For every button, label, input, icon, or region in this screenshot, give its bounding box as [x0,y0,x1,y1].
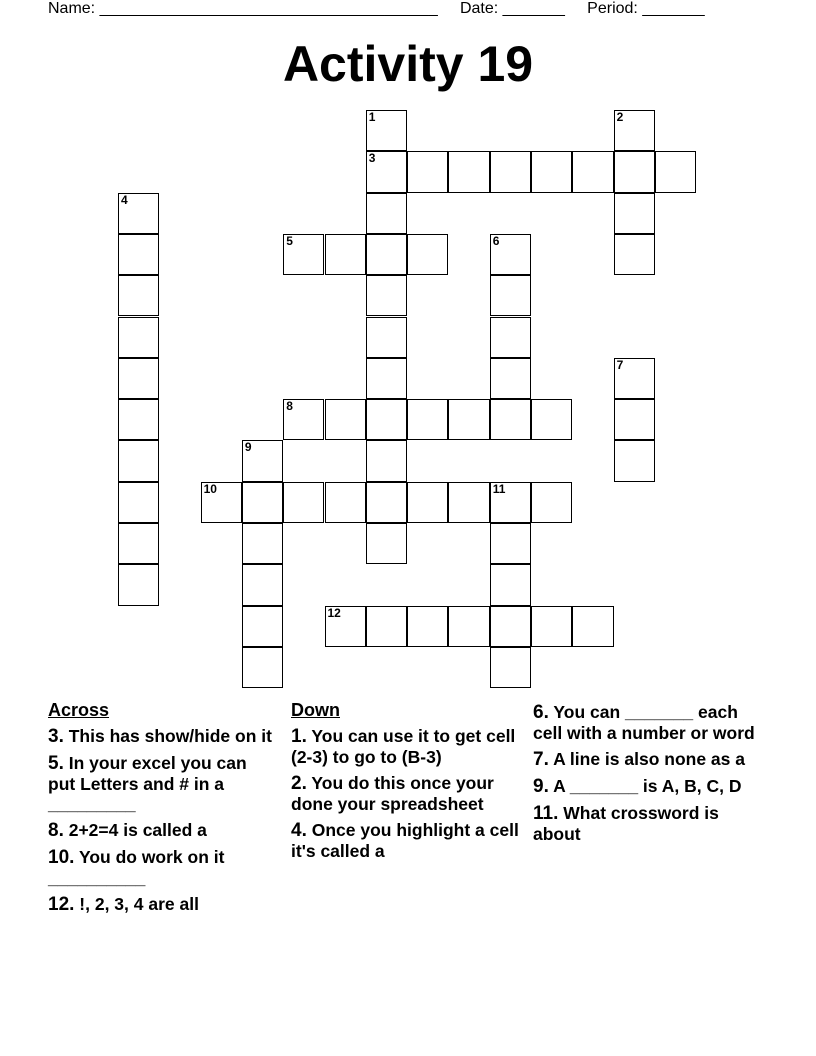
clue-number: 10. [48,847,75,868]
cell-number: 7 [616,357,624,372]
crossword-cell[interactable] [614,358,655,399]
cell-number: 6 [492,233,500,248]
cell-number: 5 [286,233,293,248]
crossword-cell[interactable] [614,440,655,481]
crossword-cell[interactable] [118,275,159,316]
crossword-cell[interactable] [325,399,366,440]
crossword-cell[interactable] [614,151,655,192]
crossword-cell[interactable] [242,564,283,605]
cell-number: 3 [368,151,376,166]
crossword-cell[interactable] [242,647,283,688]
crossword-cell[interactable] [531,151,572,192]
clue-item [533,702,763,743]
clue-number: 8. [48,820,64,841]
clue-text: 2+2=4 is called a [68,820,207,840]
clue-item [291,726,521,767]
crossword-cell[interactable] [531,606,572,647]
crossword-cell[interactable] [366,234,407,275]
crossword-cell[interactable] [490,523,531,564]
date-label: Date: [459,0,503,17]
clue-item [291,820,521,861]
clue-number: 3. [48,726,64,747]
crossword-cell[interactable] [407,606,448,647]
crossword-cell[interactable] [366,358,407,399]
crossword-cell[interactable] [283,234,324,275]
crossword-cell[interactable] [614,399,655,440]
crossword-cell[interactable] [490,151,531,192]
crossword-cell[interactable] [366,317,407,358]
clue-text: This has show/hide on it [68,726,272,746]
crossword-cell[interactable] [118,440,159,481]
crossword-cell[interactable] [325,606,366,647]
crossword-cell[interactable] [366,399,407,440]
crossword-cell[interactable] [448,151,489,192]
crossword-cell[interactable] [118,317,159,358]
crossword-cell[interactable] [366,606,407,647]
clue-text: A line is also none as a [553,749,745,769]
crossword-cell[interactable] [407,399,448,440]
clue-text: You can use it to get cell (2-3) to go to (B-3) [291,726,516,767]
crossword-cell[interactable] [614,234,655,275]
cell-number: 11 [492,481,506,496]
clue-item [533,803,763,844]
clue-text: A _______ is A, B, C, D [553,776,742,796]
crossword-cell[interactable] [366,110,407,151]
clue-number: 7. [533,749,549,770]
crossword-cell[interactable] [201,482,242,523]
name-blank[interactable]: ______________________________________ [99,0,438,17]
crossword-cell[interactable] [118,564,159,605]
crossword-cell[interactable] [366,440,407,481]
clue-item [48,894,278,915]
crossword-cell[interactable] [242,606,283,647]
cell-number: 4 [121,192,128,207]
clue-text: Once you highlight a cell it's called a [291,820,519,861]
clue-number: 11. [533,803,559,824]
clue-text: You can _______ each cell with a number or word [533,702,755,743]
crossword-cell[interactable] [448,482,489,523]
crossword-cell[interactable] [118,234,159,275]
crossword-cell[interactable] [118,193,159,234]
crossword-cell[interactable] [490,647,531,688]
clue-number: 1. [291,726,307,747]
crossword-cell[interactable] [118,358,159,399]
crossword-cell[interactable] [572,151,613,192]
name-label: Name: [48,0,100,17]
crossword-cell[interactable] [407,151,448,192]
date-blank[interactable]: _______ [502,0,565,17]
clue-text: What crossword is about [533,803,719,844]
crossword-cell[interactable] [490,358,531,399]
crossword-cell[interactable] [325,234,366,275]
clue-number: 9. [533,776,549,797]
clue-number: 6. [533,702,549,723]
crossword-cell[interactable] [572,606,613,647]
period-blank[interactable]: _______ [642,0,705,17]
crossword-cell[interactable] [283,399,324,440]
crossword-cell[interactable] [490,482,531,523]
crossword-cell[interactable] [490,606,531,647]
crossword-cell[interactable] [448,399,489,440]
down-heading: Down [291,700,340,720]
clue-number: 4. [291,820,307,841]
crossword-cell[interactable] [366,482,407,523]
crossword-cell[interactable] [531,482,572,523]
clue-item [533,776,763,797]
clue-text: !, 2, 3, 4 are all [79,894,199,914]
clue-text: You do this once your done your spreadsheet [291,773,494,814]
crossword-cell[interactable] [118,523,159,564]
clue-item [533,749,763,770]
clue-item [291,773,521,814]
crossword-cell[interactable] [118,482,159,523]
clue-text: You do work on it __________ [48,847,225,888]
cell-number: 12 [327,605,341,620]
cell-number: 10 [203,481,217,496]
crossword-cell[interactable] [366,193,407,234]
crossword-cell[interactable] [407,234,448,275]
down-clues-column [291,700,521,867]
page-title: Activity 19 [282,36,534,92]
period-label: Period: [587,0,643,17]
crossword-cell[interactable] [490,564,531,605]
crossword-cell[interactable] [490,399,531,440]
crossword-cell[interactable] [448,606,489,647]
crossword-cell[interactable] [490,275,531,316]
cell-number: 1 [368,110,376,124]
clue-number: 12. [48,894,75,915]
crossword-cell[interactable] [366,523,407,564]
crossword-cell[interactable] [118,399,159,440]
crossword-cell[interactable] [407,482,448,523]
crossword-cell[interactable] [325,482,366,523]
crossword-cell[interactable] [242,482,283,523]
down-clues-continued-column [533,702,763,850]
clue-item [48,847,278,888]
cell-number: 8 [286,399,293,414]
clue-item [48,726,278,747]
crossword-cell[interactable] [655,151,696,192]
crossword-cell[interactable] [283,482,324,523]
crossword-cell[interactable] [242,440,283,481]
crossword-cell[interactable] [490,317,531,358]
crossword-cell[interactable] [614,193,655,234]
cell-number: 9 [244,440,252,455]
across-heading: Across [48,700,110,720]
clue-text: In your excel you can put Letters and # in a _________ [48,753,247,814]
crossword-cell[interactable] [366,151,407,192]
cell-number: 2 [616,110,624,124]
clue-number: 5. [48,753,64,774]
crossword-cell[interactable] [490,234,531,275]
crossword-cell[interactable] [614,110,655,151]
across-clues-column [48,700,278,921]
crossword-cell[interactable] [366,275,407,316]
clue-item [48,820,278,841]
crossword-cell[interactable] [242,523,283,564]
crossword-cell[interactable] [531,399,572,440]
clue-item [48,753,278,814]
clue-number: 2. [291,773,307,794]
